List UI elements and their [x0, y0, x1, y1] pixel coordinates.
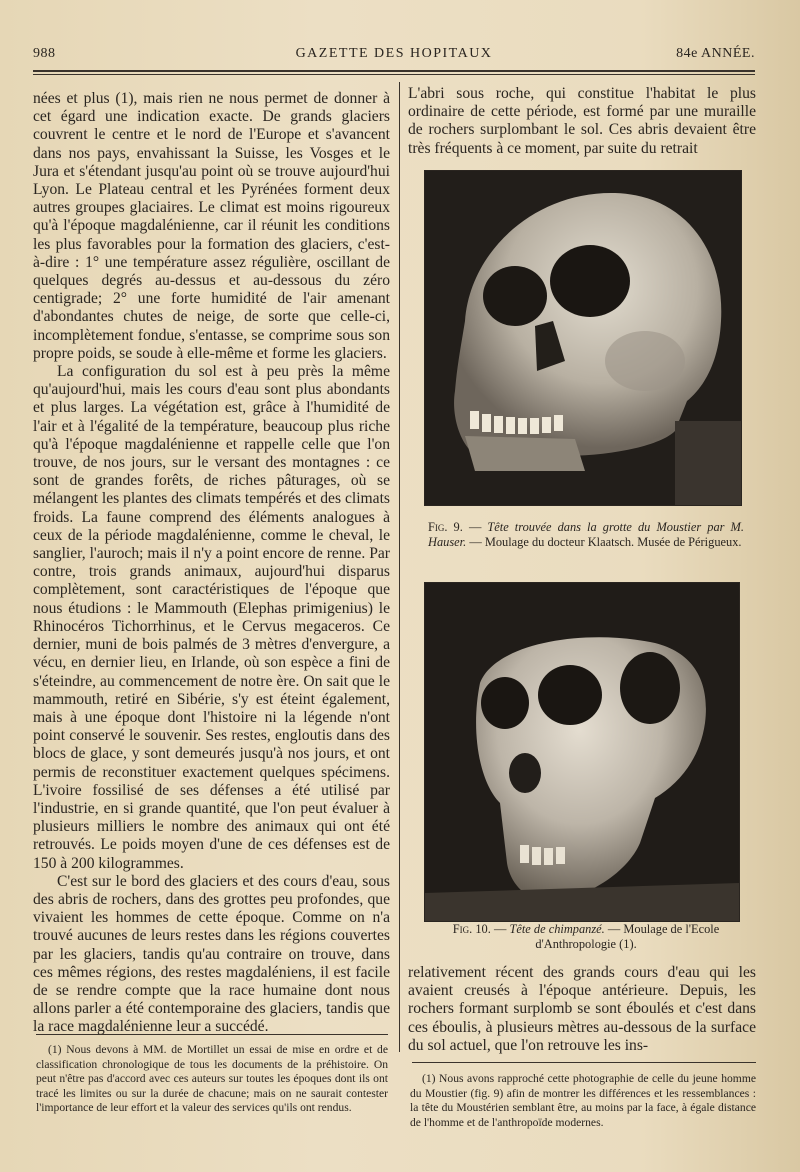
footnote-rule: [36, 1034, 388, 1035]
footnote-rule: [412, 1062, 756, 1063]
fig9-credit: — Moulage du docteur Klaatsch. Musée de Périgueux.: [469, 535, 742, 549]
footnote-text: (1) Nous avons rapproché cette photographie de celle du jeune homme du Moustier (fig. 9) afin de montrer les différences et les ressemblances : la tête du Moustérien semblant être, au moins par la face, à égale distance de l'homme et de l'anthropoïde modernes.: [410, 1072, 756, 1129]
journal-year: 84e ANNÉE.: [676, 46, 755, 61]
right-column-bottom: [408, 964, 756, 1055]
fig10-credit: — Moulage de l'Ecole d'Anthropologie (1).: [535, 922, 720, 951]
chimpanzee-skull-illustration: [425, 583, 739, 921]
right-footnote: [410, 1072, 756, 1130]
header-rule-thin: [33, 74, 755, 75]
fig9-caption: Fig. 9. — Tête trouvée dans la grotte du Moustier par M. Hauser. — Moulage du docteur Klaatsch. Musée de Périgueux.: [428, 520, 744, 549]
fig9-label: Fig. 9.: [428, 520, 463, 534]
journal-title: GAZETTE DES HOPITAUX: [295, 46, 493, 61]
paragraph: nées et plus (1), mais rien ne nous permet de donner à cet égard une indication exacte. De grands glaciers couvrent le centre et le nord de l'Europe et s'avancent dans nos pays, envahissant la Suisse, les Vosges et le Jura et s'étendant jusqu'au point où se trouve aujourd'hui Lyon. Le Plateau central et les Pyrénées forment deux autres groupes glaciaires. Le climat est moins rigoureux qu'à l'époque magdalénienne, car il réunit les conditions les plus favorables pour la formation des glaciers, c'est-à-dire : 1° une température assez régulière, oscillant de quelques degrés au-dessus et au-dessous du zéro centigrade; 2° une forte humidité de l'air amenant d'abondantes chutes de neige, de sorte que celle-ci, incomplètement fondue, s'entasse, se comprime sous son propre poids, se soude à elle-même et forme les glaciers.: [33, 90, 390, 362]
fig9-title: Tête trouvée dans la grotte du Moustier par M. Hauser.: [428, 520, 744, 549]
chimpanzee-skull-photo: [424, 582, 740, 922]
skull-photo-moustier: [424, 170, 742, 506]
right-column-top: [408, 85, 756, 158]
running-header: [33, 44, 755, 66]
paragraph: C'est sur le bord des glaciers et des cours d'eau, sous des abris de rochers, dans des grottes peu profondes, que vivaient les hommes de cette époque. Comme on n'a trouvé aucunes de leurs restes dans les régions couvertes par les glaciers, tandis qu'au contraire on trouve, dans ces mêmes régions, des restes magdaléniens, il est facile de se rendre compte que la race humaine dont nous allons parler a été contemporaine des glaciers, tandis que la race magdalénienne leur a succédé.: [33, 872, 390, 1036]
paragraph: relativement récent des grands cours d'eau qui les avaient creusés à l'époque antérieure. Depuis, les rochers formant surplomb se sont éboulés et c'est dans ces éboulis, à plusieurs mètres au-dessous de la surface du sol actuel, que l'on retrouve les ins-: [408, 964, 756, 1054]
paragraph: La configuration du sol est à peu près la même qu'aujourd'hui, mais les cours d'eau sont plus abondants et plus larges. La végétation est, grâce à l'humidité de l'air et à l'égalité de la température, beaucoup plus riche qu'à l'époque magdalénienne et rappelle celle que l'on trouve, de nos jours, sur le versant des montagnes : ce sont de grandes forêts, de riches pâturages, où se mélangent les plantes des climats tempérés et des climats froids. La faune comprend des éléments analogues à ceux de la période magdalénienne, comme le cheval, le sanglier, l'auroch; mais il n'y a point encore de renne. Par contre, trois grands animaux, aujourd'hui disparus complètement, sont caractéristiques de l'époque que nous étudions : le Mammouth (Elephas primigenius) le Rhinocéros Tichorrhinus, et le Cervus megaceros. Ce dernier, muni de bois palmés de 3 mètres d'envergure, a vécu, en dernier lieu, en Irlande, où son espèce a fini de s'éteindre, au commencement de notre ère. On sait que le mammouth, retiré en Sibérie, s'y est éteint également, mais à une époque dont l'histoire ni la légende n'ont point conservé le souvenir. Ses restes, engloutis dans des blocs de glace, y sont demeurés jusqu'à nos jours, et ont permis de reconstituer exactement quelques spécimens. L'ivoire fossilisé de ses défenses a été utilisé par l'industrie, en si grande quantité, que l'on peut évaluer à plusieurs milliers le nombre des animaux qui ont été retrouvés. Le poids moyen d'une de ces défenses est de 150 à 200 kilogrammes.: [33, 363, 390, 872]
footnote-text: (1) Nous devons à MM. de Mortillet un essai de mise en ordre et de classification chronologique de tous les documents de la préhistoire. On peut n'être pas d'accord avec ces auteurs sur toutes les époques dont ils ont tracé les limites ou sur la durée de chacune; mais on ne saurait contester l'importance de leur effort et la valeur des services qu'ils ont rendus.: [36, 1043, 388, 1115]
fig10-caption: Fig. 10. — Tête de chimpanzé. — Moulage de l'Ecole d'Anthropologie (1).: [452, 922, 720, 951]
left-column: [33, 90, 390, 1037]
page-number: 988: [33, 46, 56, 61]
column-divider: [399, 82, 400, 1052]
fig10-title: Tête de chimpanzé.: [509, 922, 605, 936]
skull-illustration: [425, 171, 741, 505]
left-footnote: [36, 1043, 388, 1116]
header-rule: [33, 70, 755, 72]
paragraph: L'abri sous roche, qui constitue l'habitat le plus ordinaire de cette période, est formé par une muraille de rochers surplombant le sol. Ces abris devaient être très fréquents à ce moment, par suite du retrait: [408, 85, 756, 157]
fig10-label: Fig. 10.: [452, 922, 491, 936]
